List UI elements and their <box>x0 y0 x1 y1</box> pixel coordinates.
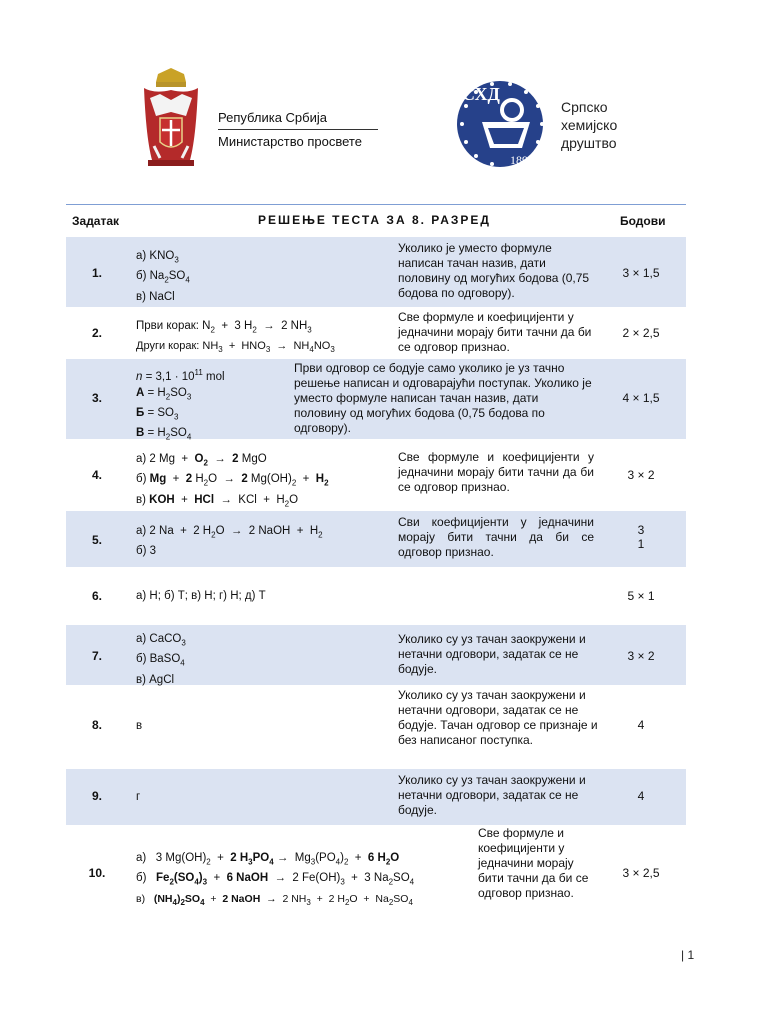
answer: а) $KNO_3$ б) $Na_2SO_4$ в) NaCl <box>136 250 190 303</box>
divider <box>218 129 378 130</box>
answer-label: Први корак: <box>136 320 203 332</box>
grading-note: Уколико су уз тачан заокружени и нетачни одговори, задатак се не бодује. <box>398 632 586 676</box>
grading-note: Све формуле и коефицијенти у једначини морају бити тачни да би се одговор признао. <box>398 310 592 354</box>
page-number: | 1 <box>681 948 695 962</box>
answer: а) 2 $Mg + O_2 \to 2$ MgO б) Mg + 2 $H_2O \to 2$ $Mg(OH)_2 + H_2$ в) KOH + HCl → KCl + $H_2O$ <box>136 453 329 508</box>
republic-label: Република Србија <box>218 110 327 125</box>
answer: а) 3 $Mg(OH)_2 + 2$ $H_3PO_4 \to Mg_3(PO_4)_2 + 6$ $H_2O$ б) $Fe_2(SO_4)_3 + 6$ NaOH → 2 $Fe(OH)_3 + 3$ $Na_2SO_4$ в) $(NH_4)_2SO_4 + 2$ NaOH → 2 $NH_3 + 2$ $H_2O + Na_2SO_4$ <box>136 852 415 907</box>
table-row <box>66 769 686 825</box>
answer: Први корак: $N_2 + 3$ $H_2 \to 2$ $NH_3$ Други корак: $NH_3 + HNO_3 \to NH_4NO_3$ <box>136 320 335 355</box>
answer: а) Н; б) Т; в) Н; г) Н; д) Т <box>136 590 266 602</box>
points: 4 <box>637 789 645 803</box>
task-number: 2. <box>91 326 102 340</box>
task-number: 1. <box>91 266 102 280</box>
table-header <box>66 204 686 238</box>
grading-note: Уколико су уз тачан заокружени и нетачни одговори, задатак се не бодује. <box>398 773 586 817</box>
grading-note: Све формуле и коефицијенти у једначини морају бити тачни да би се одговор признао. <box>398 450 594 494</box>
points: 3 × 2,5 <box>622 866 660 880</box>
answer-label: Други корак: <box>136 340 203 353</box>
col-task-header: Задатак <box>72 214 120 228</box>
table-row <box>66 511 686 567</box>
page-header <box>0 0 768 200</box>
answer: а) CaCO$_3$ б) BaSO$_4$ в) AgCl <box>136 633 186 686</box>
table-row <box>66 686 686 768</box>
task-number: 9. <box>91 789 102 803</box>
ministry-block <box>218 108 362 152</box>
table-row <box>66 440 686 510</box>
points: 5 × 1 <box>627 589 655 603</box>
points: 4 <box>637 718 645 732</box>
task-number: 6. <box>91 589 102 603</box>
answer: $n = 3,1 \cdot 10^{11}$ mol $А = H_2SO_3$ $Б = SO_3$ $В = H_2SO_4$ <box>136 368 225 442</box>
answer: в <box>136 720 143 732</box>
answer-line: б) 3 <box>136 545 157 558</box>
society-name <box>561 98 617 152</box>
task-number: 3. <box>91 391 102 405</box>
answer: г <box>136 791 141 803</box>
grading-note: Први одговор се бодује само уколико је уз тачно решење написан и одговарајући поступак. Уколико је уместо формуле написан тачан назив, дати половину од могућих бодова (0,75 бодова по одговору). <box>294 361 592 435</box>
task-number: 10. <box>88 866 106 880</box>
points: 2 × 2,5 <box>622 326 660 340</box>
table-row <box>66 568 686 624</box>
points: 3 × 2 <box>627 649 655 663</box>
task-number: 7. <box>91 649 102 663</box>
chemical-society-logo-icon <box>452 78 552 170</box>
table-row <box>66 826 686 930</box>
society-line: друштво <box>561 135 617 151</box>
table-row <box>66 359 686 442</box>
logo-text: СХД <box>462 84 500 104</box>
logo-year: 1897 <box>510 153 534 167</box>
grading-note: Уколико је уместо формуле написан тачан назив, дати половину од могућих бодова (0,75 бодова по одговору). <box>398 241 590 300</box>
grading-note: Све формуле и коефицијенти у једначини морају бити тачни да би се одговор признао. <box>478 826 589 900</box>
points: 3 × 1,5 <box>622 266 660 280</box>
table-row <box>66 237 686 307</box>
ministry-label: Министарство просвете <box>218 134 362 149</box>
table-row <box>66 308 686 358</box>
table-title: РЕШЕЊЕ ТЕСТА ЗА 8. РАЗРЕД <box>258 213 491 227</box>
points-b: 1 <box>637 537 645 551</box>
grading-note: Уколико су уз тачан заокружени и нетачни одговори, задатак се не бодује. Тачан одговор се признаје и без написаног поступка. <box>398 688 598 747</box>
points <box>606 523 676 551</box>
task-number: 8. <box>91 718 102 732</box>
points-a: 3 <box>637 523 645 537</box>
task-number: 5. <box>91 533 102 547</box>
society-line: хемијско <box>561 117 618 133</box>
task-number: 4. <box>91 468 102 482</box>
grading-note: Сви коефицијенти у једначини морају бити тачни да би се одговор признао. <box>398 515 594 559</box>
answer: а) 2 Na + 2 $H_2O \to 2$ NaOH + $H_2$ б) 3 <box>136 525 323 558</box>
points: 4 × 1,5 <box>622 391 660 405</box>
society-line: Српско <box>561 99 608 115</box>
table-row <box>66 625 686 685</box>
points: 3 × 2 <box>627 468 655 482</box>
col-points-header: Бодови <box>620 214 666 228</box>
serbia-coat-of-arms-icon <box>140 68 202 172</box>
